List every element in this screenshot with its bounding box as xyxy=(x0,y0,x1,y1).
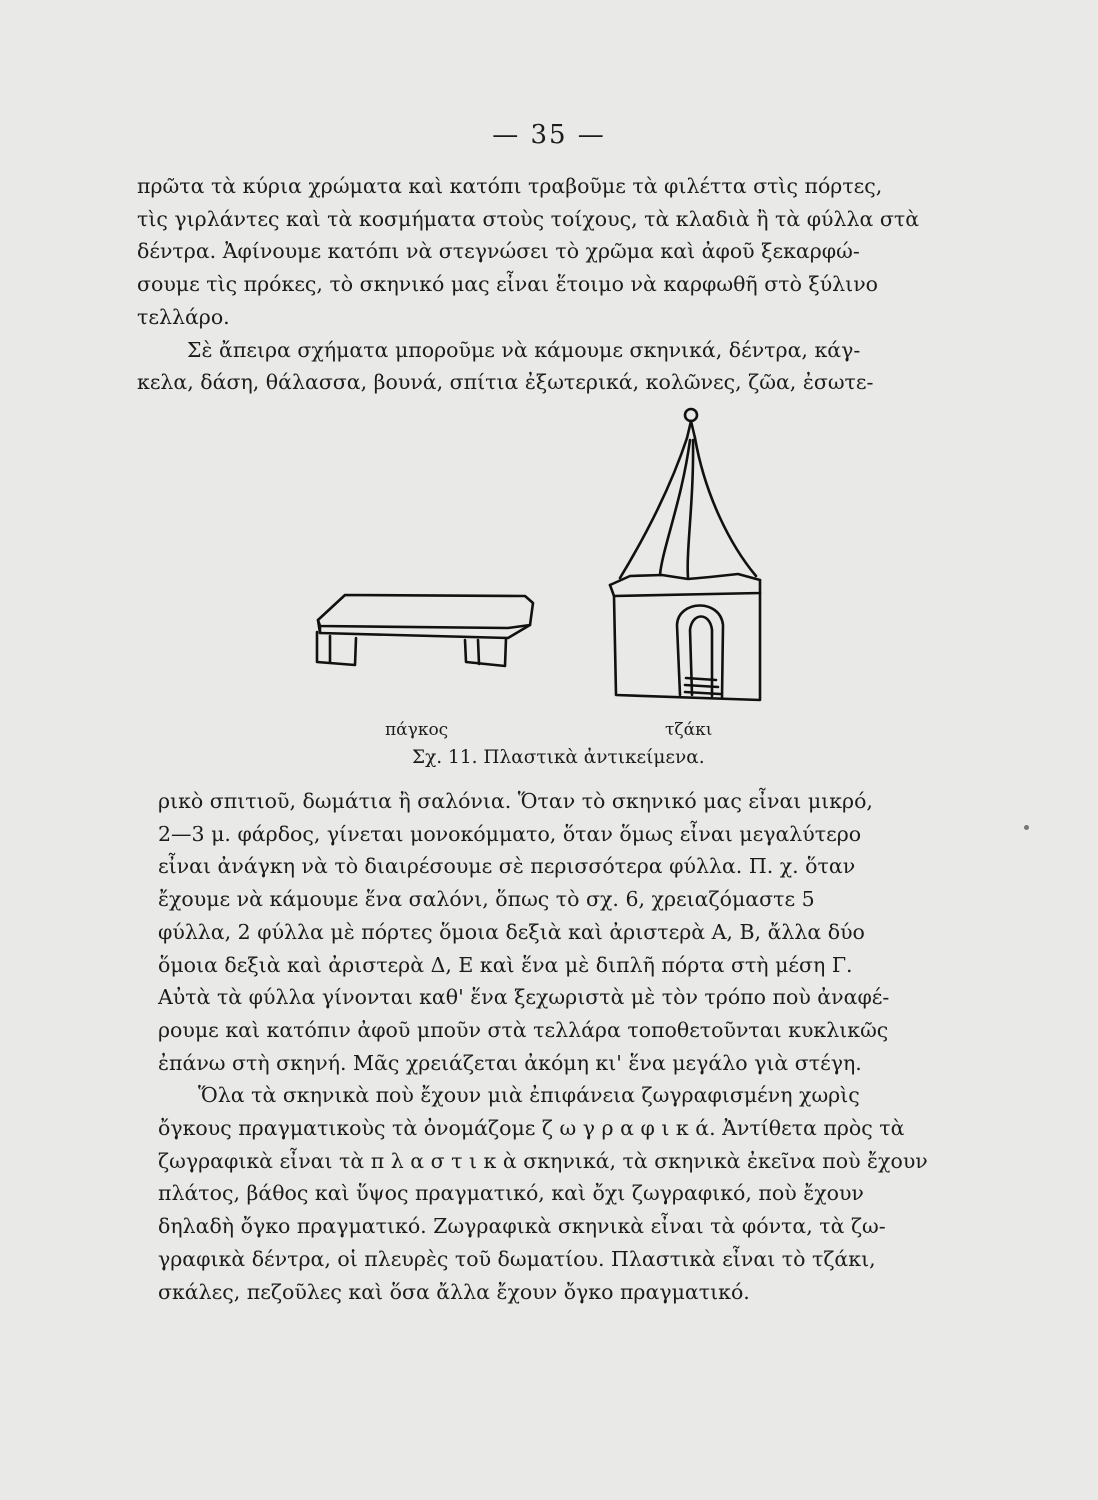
margin-dot xyxy=(1024,825,1029,830)
text-line: 2—3 μ. φάρδος, γίνεται μονοκόμματο, ὅταν ὅμως εἶναι μεγαλύτερο xyxy=(158,821,862,846)
label-bench: πάγκος xyxy=(385,720,449,740)
bench-drawing xyxy=(317,595,533,666)
text-line: ρικὸ σπιτιοῦ, δωμάτια ἢ σαλόνια. Ὅταν τὸ σκηνικό μας εἶναι μικρό, xyxy=(158,789,873,813)
paragraph-bottom xyxy=(158,785,938,1308)
figure-caption: Σχ. 11. Πλαστικὰ ἀντικείμενα. xyxy=(412,747,705,768)
text-line: τελλάρο. xyxy=(137,304,230,329)
label-fireplace: τζάκι xyxy=(665,720,713,740)
text-line: ρουμε καὶ κατόπιν ἀφοῦ μποῦν στὰ τελλάρα τοποθετοῦνται κυκλικῶς xyxy=(158,1017,889,1042)
text-line: Ὅλα τὰ σκηνικὰ ποὺ ἔχουν μιὰ ἐπιφάνεια ζωγραφισμένη χωρὶς xyxy=(198,1083,860,1108)
text-line: ὅμοια δεξιὰ καὶ ἀριστερὰ Δ, Ε καὶ ἕνα μὲ διπλῆ πόρτα στὴ μέση Γ. xyxy=(158,952,853,977)
text-line: δηλαδὴ ὄγκο πραγματικό. Ζωγραφικὰ σκηνικὰ εἶναι τὰ φόντα, τὰ ζω- xyxy=(158,1214,886,1239)
text-line: σουμε τὶς πρόκες, τὸ σκηνικό μας εἶναι ἕτοιμο νὰ καρφωθῆ στὸ ξύλινο xyxy=(137,272,879,297)
text-line: κελα, δάση, θάλασσα, βουνά, σπίτια ἐξωτερικά, κολῶνες, ζῶα, ἐσωτε- xyxy=(137,370,874,395)
text-line: φύλλα, 2 φύλλα μὲ πόρτες ὅμοια δεξιὰ καὶ ἀριστερὰ Α, Β, ἄλλα δύο xyxy=(158,919,865,944)
fireplace-drawing xyxy=(610,409,760,700)
text-line: Σὲ ἄπειρα σχήματα μποροῦμε νὰ κάμουμε σκηνικά, δέντρα, κάγ- xyxy=(187,337,861,362)
text-line: πλάτος, βάθος καὶ ὕψος πραγματικό, καὶ ὄχι ζωγραφικό, ποὺ ἔχουν xyxy=(158,1181,864,1206)
text-line: Αὐτὰ τὰ φύλλα γίνονται καθ' ἕνα ξεχωριστὰ μὲ τὸν τρόπο ποὺ ἀναφέ- xyxy=(158,985,890,1010)
text-line: εἶναι ἀνάγκη νὰ τὸ διαιρέσουμε σὲ περισσότερα φύλλα. Π. χ. ὅταν xyxy=(158,854,856,879)
text-line: σκάλες, πεζοῦλες καὶ ὅσα ἄλλα ἔχουν ὄγκο πραγματικό. xyxy=(158,1279,750,1304)
figure-illustration xyxy=(290,400,810,730)
text-line: γραφικὰ δέντρα, οἱ πλευρὲς τοῦ δωματίου. Πλαστικὰ εἶναι τὸ τζάκι, xyxy=(158,1246,876,1271)
text-line: τὶς γιρλάντες καὶ τὰ κοσμήματα στοὺς τοίχους, τὰ κλαδιὰ ἢ τὰ φύλλα στὰ xyxy=(137,206,920,231)
text-line: δέντρα. Ἀφίνουμε κατόπι νὰ στεγνώσει τὸ χρῶμα καὶ ἀφοῦ ξεκαρφώ- xyxy=(137,239,860,264)
text-line: ἔχουμε νὰ κάμουμε ἕνα σαλόνι, ὅπως τὸ σχ. 6, χρειαζόμαστε 5 xyxy=(158,887,815,912)
text-line: ἐπάνω στὴ σκηνή. Μᾶς χρειάζεται ἀκόμη κι' ἕνα μεγάλο γιὰ στέγη. xyxy=(158,1050,862,1075)
text-line: ζωγραφικὰ εἶναι τὰ π λ α σ τ ι κ ὰ σκηνικά, τὰ σκηνικὰ ἐκεῖνα ποὺ ἔχουν xyxy=(158,1148,928,1173)
page-number: — 35 — xyxy=(492,120,606,150)
paragraph-top xyxy=(137,170,937,399)
text-line: ὄγκους πραγματικοὺς τὰ ὀνομάζομε ζ ω γ ρ α φ ι κ ά. Ἀντίθετα πρὸς τὰ xyxy=(158,1116,905,1141)
text-line: πρῶτα τὰ κύρια χρώματα καὶ κατόπι τραβοῦμε τὰ φιλέττα στὶς πόρτες, xyxy=(137,174,883,198)
